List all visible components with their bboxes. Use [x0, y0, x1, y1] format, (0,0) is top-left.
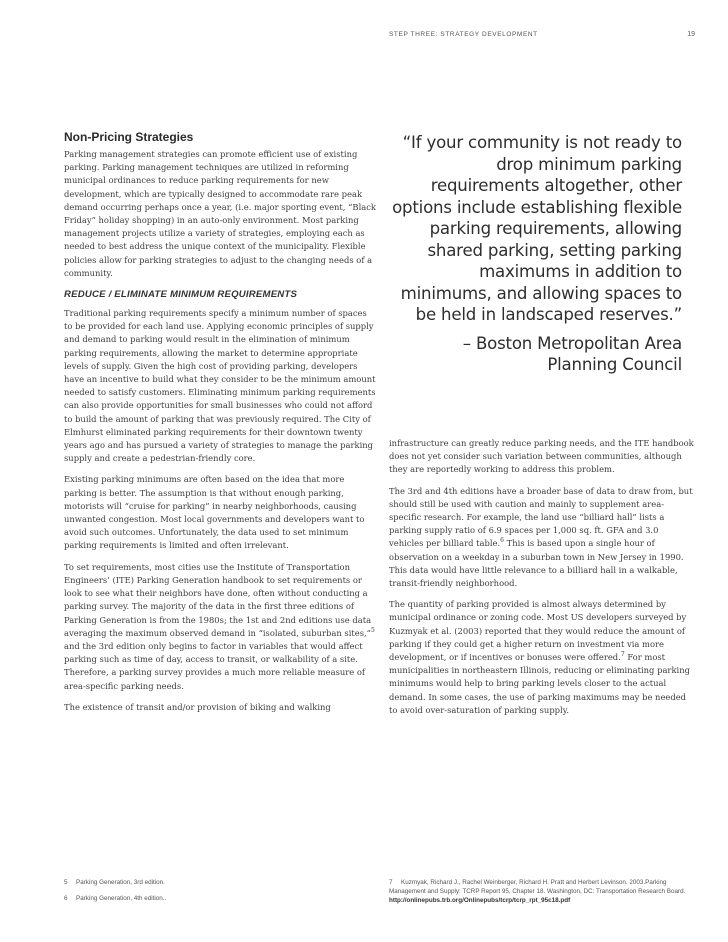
left-column [64, 130, 377, 722]
footnote [389, 878, 695, 905]
paragraph: Traditional parking requirements specify a minimum number of spaces to be provided for each land use. Applying economic principles of supply and demand to parking would result in the elimination of minimum parking requirements, allowing the market to determine appropriate levels of supply. Given the high cost of providing parking, developers have an incentive to build what they consider to be the minimum amount needed to satisfy customers. Eliminating minimum parking requirements can also provide opportunities for small businesses who could not afford to build the amount of parking that was previously required. The City of Elmhurst eliminated parking requirements for their downtown twenty years ago and has pursued a variety of strategies to manage the parking supply and create a pedestrian-friendly core. [64, 308, 376, 464]
quote-attribution: – Boston Metropolitan Area Planning Council [462, 333, 682, 374]
paragraph-with-footnote [389, 598, 695, 717]
paragraph-text: The quantity of parking provided is almost always determined by municipal ordinance or zoning code. Most US developers surveyed by Kuzmyak et al. (2003) reported that they would reduce the amount of parking if they could get a higher return on investment via more development, or if incentives or bonuses were offered. [389, 599, 687, 663]
footnotes-left [64, 878, 364, 910]
running-header [389, 31, 695, 38]
paragraph-with-footnote [389, 485, 695, 591]
footnotes-right [389, 878, 695, 905]
quote-text: “If your community is not ready to drop minimum parking requirements altogether, other options include establishing flexible parking requirements, allowing shared parking, setting parking maximums in addition to minimums, and allowing spaces to be held in landscaped reserves.” [392, 133, 682, 324]
footnote-number: 6 [64, 895, 68, 902]
paragraph-text: To set requirements, most cities use the Institute of Transportation Engineers’ (ITE) Parking Generation handbook to set requirements or look to see what their neighbors have done, often without conducting a parking survey. The majority of the data in the first three editions of Parking Generation is from the 1980s; the 1st and 2nd editions use data averaging the maximum observed demand in “isolated, suburban sites,” [64, 561, 372, 638]
section-heading: Non-Pricing Strategies [64, 130, 194, 144]
footnote-text: Parking Generation, 4th edition.. [76, 895, 167, 902]
footnote-text: Parking Generation, 3rd edition. [76, 879, 165, 886]
footnote-number: 7 [389, 879, 393, 886]
section-title: STEP THREE: STRATEGY DEVELOPMENT [389, 31, 538, 38]
pull-quote [392, 132, 682, 376]
footnote [64, 894, 364, 903]
intro-paragraph: Parking management strategies can promote efficient use of existing parking. Parking management techniques are utilized in reforming municipal ordinances to reduce parking requirements for new development, which are typically designed to accommodate rare peak demand occurring perhaps once a year, (i.e. major sporting event, “Black Friday” holiday shopping) in an auto-only environment. Most parking management projects utilize a variety of strategies, employing each as needed to best address the unique context of the municipality. Flexible policies allow for parking strategies to adjust to the changing needs of a community. [64, 149, 376, 278]
paragraph-text: and the 3rd edition only begins to factor in variables that would affect parking such as time of day, access to transit, or walkability of a site. Therefore, a parking survey provides a much more reliable measure of area-specific parking needs. [64, 640, 366, 691]
paragraph: Existing parking minimums are often based on the idea that more parking is better. The assumption is that without enough parking, motorists will “cruise for parking” in nearby neighborhoods, causing unwanted congestion. Most local governments and developers want to avoid such outcomes. Unfortunately, the data used to set minimum parking requirements is limited and often irrelevant. [64, 474, 365, 551]
subsection-heading: REDUCE / ELIMINATE MINIMUM REQUIREMENTS [64, 289, 298, 301]
footnote-number: 5 [64, 879, 68, 886]
paragraph-with-footnote [64, 561, 377, 693]
page-number: 19 [687, 31, 695, 38]
paragraph: The existence of transit and/or provision of biking and walking [64, 701, 331, 712]
footnote-link[interactable]: http://onlinepubs.trb.org/Onlinepubs/tcrp/tcrp_rpt_95c18.pdf [389, 897, 571, 904]
paragraph-text: This is based upon a single hour of observation on a weekday in a suburban town in New Jersey in 1990. This data would have little relevance to a billiard hall in a walkable, transit-friendly neighborhood. [389, 538, 684, 589]
footnote [64, 878, 364, 887]
footnote-ref[interactable]: 7 [620, 651, 625, 659]
paragraph-text: The 3rd and 4th editions have a broader base of data to draw from, but should still be used with caution and mainly to supplement area-specific research. For example, the land use “billiard hall” lists a parking supply ratio of 6.9 spaces per 1,000 sq. ft. GFA and 3.0 vehicles per billiard table. [389, 485, 693, 549]
footnote-ref[interactable]: 5 [370, 626, 375, 634]
footnote-ref[interactable]: 6 [500, 537, 504, 545]
paragraph: infrastructure can greatly reduce parking needs, and the ITE handbook does not yet consider such variation between communities, although they are reportedly working to address this problem. [389, 438, 694, 475]
footnote-text: Kuzmyak, Richard J., Rachel Weinberger, Richard H. Pratt and Herbert Levinson. 2003.Parking Management and Supply: TCRP Report 95, Chapter 18. Washington, DC: Transportation Research Board. [389, 879, 686, 895]
paragraph-text: For most municipalities in northeastern Illinois, reducing or eliminating parking minimums would help to bring parking levels closer to the actual demand. In some cases, the use of parking maximums may be needed to avoid over-saturation of parking supply. [389, 652, 690, 715]
right-column [389, 437, 695, 725]
